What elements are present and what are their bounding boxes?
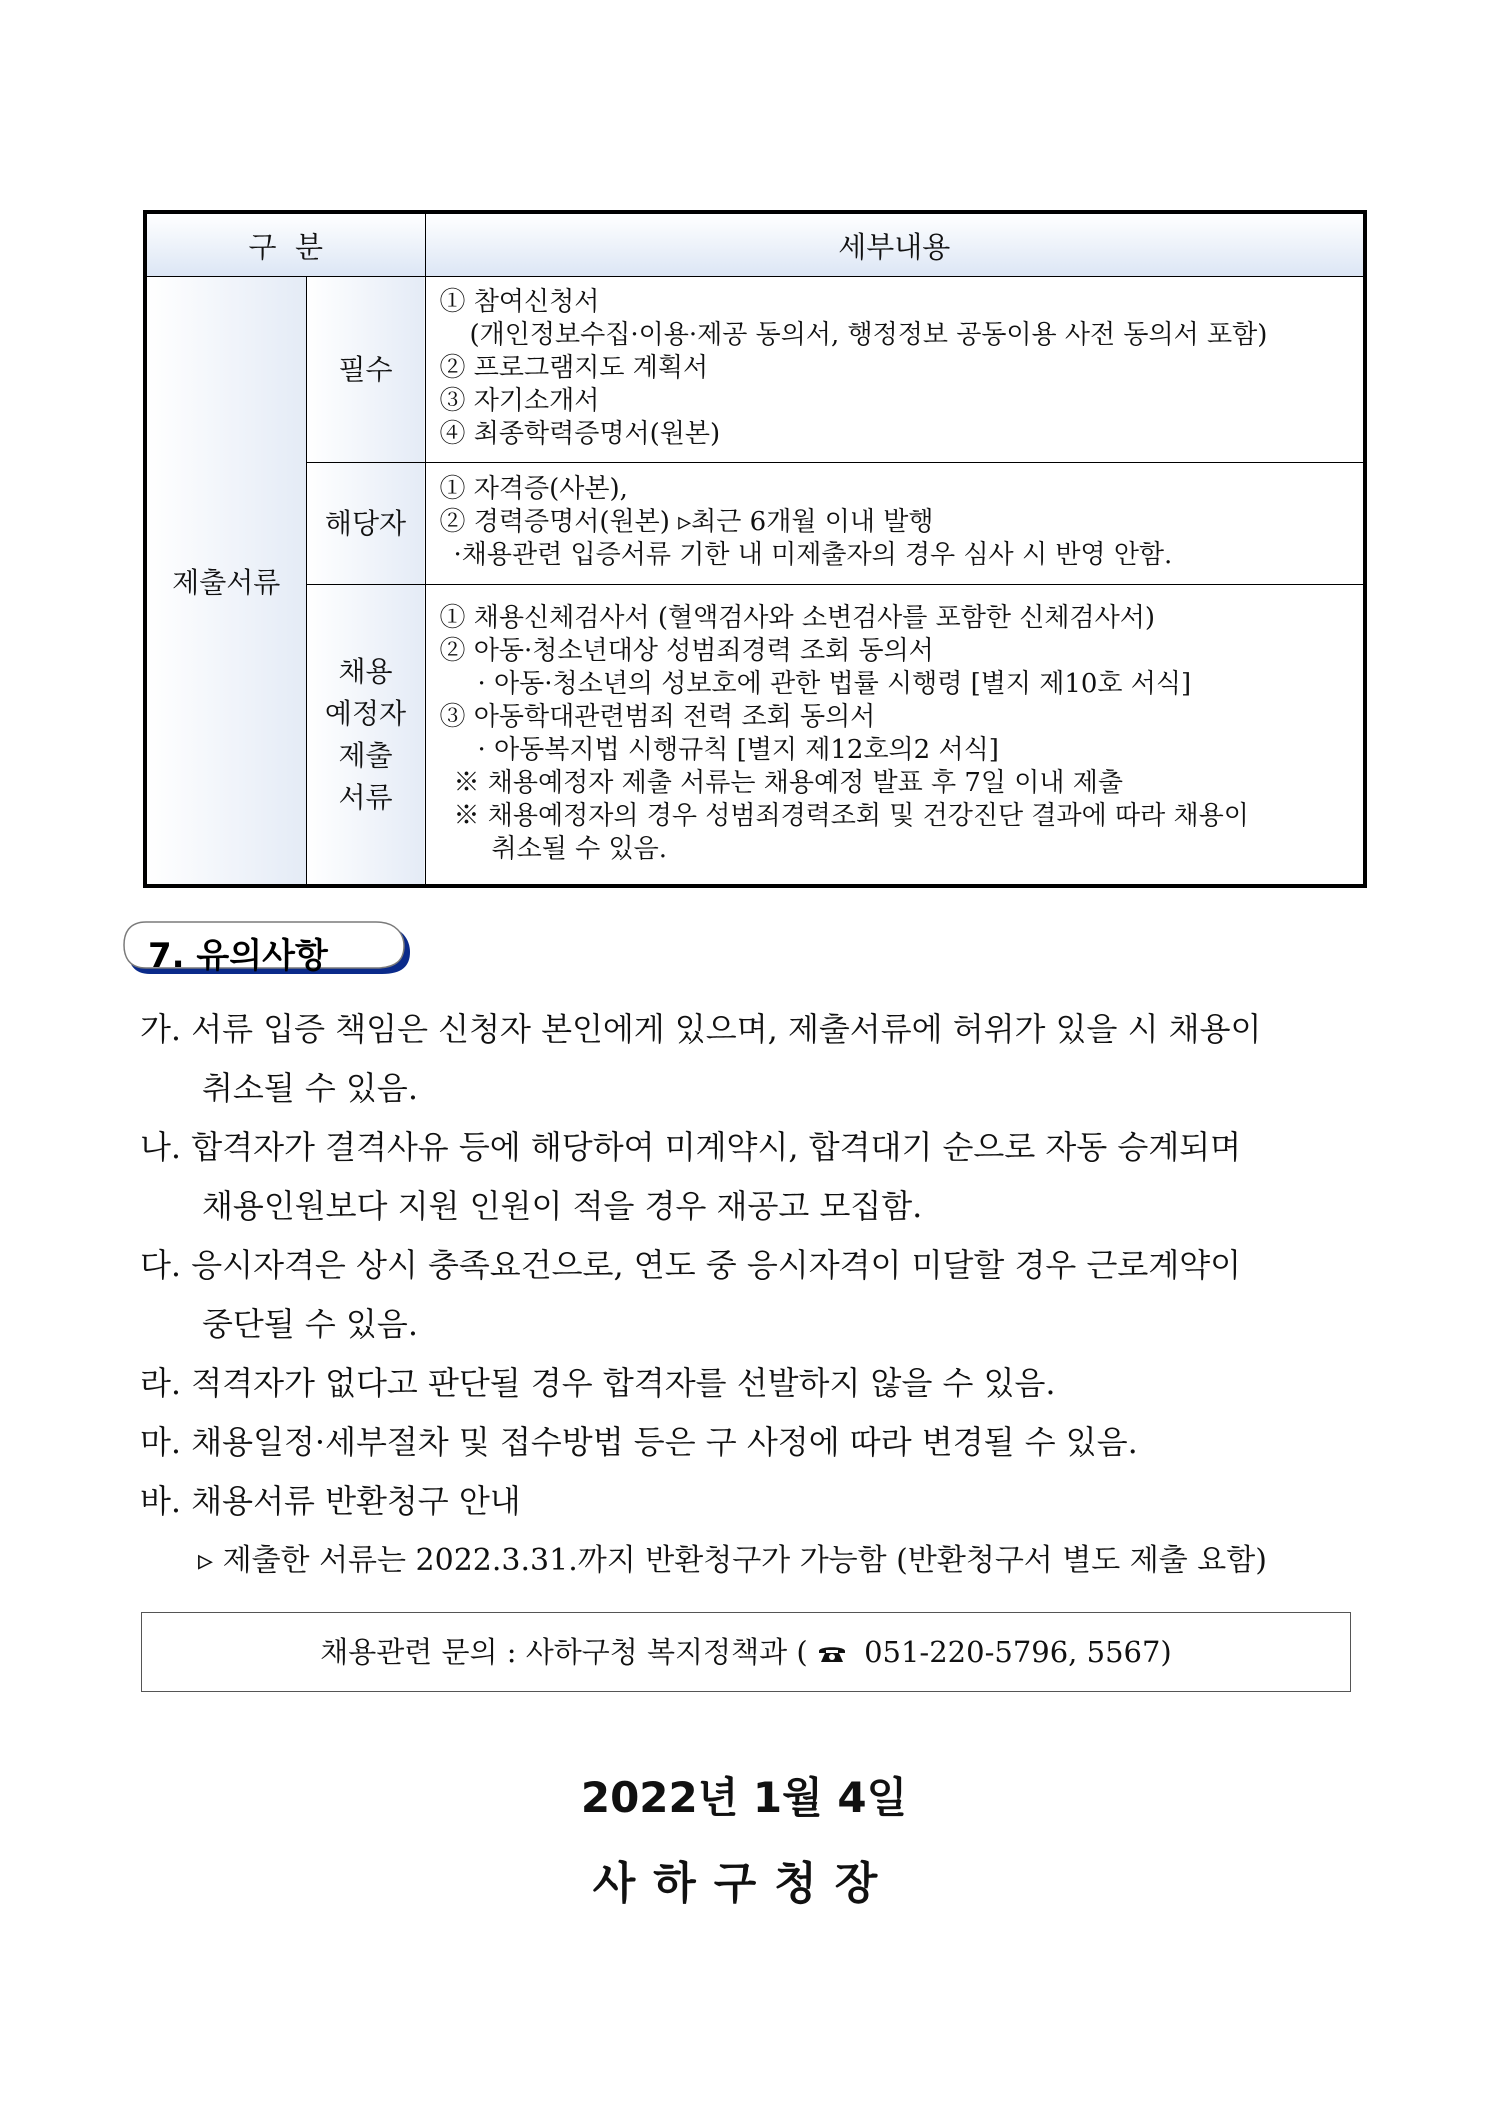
note-item xyxy=(140,1413,1380,1472)
contact-box xyxy=(141,1612,1351,1692)
section-heading-badge xyxy=(120,918,420,978)
row-label-applicable: 해당자 xyxy=(306,463,425,585)
return-request-note: ▹ 제출한 서류는 2022.3.31.까지 반환청구가 가능함 (반환청구서 별도 제출 요함) xyxy=(198,1543,1267,1578)
note-item xyxy=(140,1354,1380,1413)
contact-prefix: 채용관련 문의 : 사하구청 복지정책과 ( xyxy=(320,1635,808,1669)
contact-phone: 051-220-5796, 5567) xyxy=(864,1635,1172,1669)
doc-line: ② 경력증명서(원본) ▹최근 6개월 이내 발행 xyxy=(439,507,934,537)
header-category: 구 분 xyxy=(145,212,425,277)
applicable-docs-cell xyxy=(425,463,1365,585)
doc-line: 취소될 수 있음. xyxy=(491,833,667,864)
doc-line: (개인정보수집·이용·제공 동의서, 행정정보 공동이용 사전 동의서 포함) xyxy=(469,320,1268,350)
note-line: 취소될 수 있음. xyxy=(202,1069,418,1107)
doc-line: · 아동복지법 시행규칙 [별지 제12호의2 서식] xyxy=(477,734,999,765)
note-item xyxy=(140,1118,1380,1236)
doc-line: ④ 최종학력증명서(원본) xyxy=(439,419,721,449)
header-detail: 세부내용 xyxy=(425,212,1365,277)
issuer-signature: 사하구청장 xyxy=(592,1858,896,1909)
row-label-prospective-hire xyxy=(306,585,425,887)
label-line: 제출 xyxy=(338,738,393,772)
note-line: 중단될 수 있음. xyxy=(202,1305,418,1343)
notes-list xyxy=(140,1000,1380,1591)
telephone-icon xyxy=(817,1644,847,1664)
required-docs-cell xyxy=(425,277,1365,463)
announcement-date: 2022년 1월 4일 xyxy=(580,1773,908,1822)
doc-line: ② 아동·청소년대상 성범죄경력 조회 동의서 xyxy=(439,635,934,666)
doc-line: ③ 아동학대관련범죄 전력 조회 동의서 xyxy=(439,701,876,732)
note-line: 다. 응시자격은 상시 충족요건으로, 연도 중 응시자격이 미달할 경우 근로계약이 xyxy=(140,1246,1242,1284)
row-label-required: 필수 xyxy=(306,277,425,463)
note-item xyxy=(140,1472,1380,1531)
doc-line: · 아동·청소년의 성보호에 관한 법률 시행령 [별지 제10호 서식] xyxy=(477,668,1192,699)
doc-line: ① 채용신체검사서 (혈액검사와 소변검사를 포함한 신체검사서) xyxy=(439,602,1156,633)
section-title: 7. 유의사항 xyxy=(148,936,328,976)
doc-line: ·채용관련 입증서류 기한 내 미제출자의 경우 심사 시 반영 안함. xyxy=(453,540,1173,570)
label-line: 서류 xyxy=(338,780,393,814)
note-line: 라. 적격자가 없다고 판단될 경우 합격자를 선발하지 않을 수 있음. xyxy=(140,1364,1056,1402)
label-line: 채용 xyxy=(338,654,393,688)
category-submission-docs: 제출서류 xyxy=(145,277,306,887)
note-line: 가. 서류 입증 책임은 신청자 본인에게 있으며, 제출서류에 허위가 있을 시 채용이 xyxy=(140,1010,1262,1048)
doc-line: ② 프로그램지도 계획서 xyxy=(439,353,709,383)
note-line: 채용인원보다 지원 인원이 적을 경우 재공고 모집함. xyxy=(202,1187,923,1225)
note-line: 나. 합격자가 결격사유 등에 해당하여 미계약시, 합격대기 순으로 자동 승계되며 xyxy=(140,1128,1242,1166)
note-item xyxy=(140,1236,1380,1354)
prospective-hire-docs-cell xyxy=(425,585,1365,887)
doc-line: ※ 채용예정자 제출 서류는 채용예정 발표 후 7일 이내 제출 xyxy=(453,767,1123,798)
doc-line: ※ 채용예정자의 경우 성범죄경력조회 및 건강진단 결과에 따라 채용이 xyxy=(453,800,1249,831)
doc-line: ③ 자기소개서 xyxy=(439,386,600,416)
note-line: 바. 채용서류 반환청구 안내 xyxy=(140,1482,521,1520)
note-item xyxy=(140,1000,1380,1118)
submission-documents-table xyxy=(143,210,1367,888)
note-line: 마. 채용일정·세부절차 및 접수방법 등은 구 사정에 따라 변경될 수 있음. xyxy=(140,1423,1138,1461)
doc-line: ① 참여신청서 xyxy=(439,287,600,317)
doc-line: ① 자격증(사본), xyxy=(439,474,628,504)
label-line: 예정자 xyxy=(324,696,407,730)
